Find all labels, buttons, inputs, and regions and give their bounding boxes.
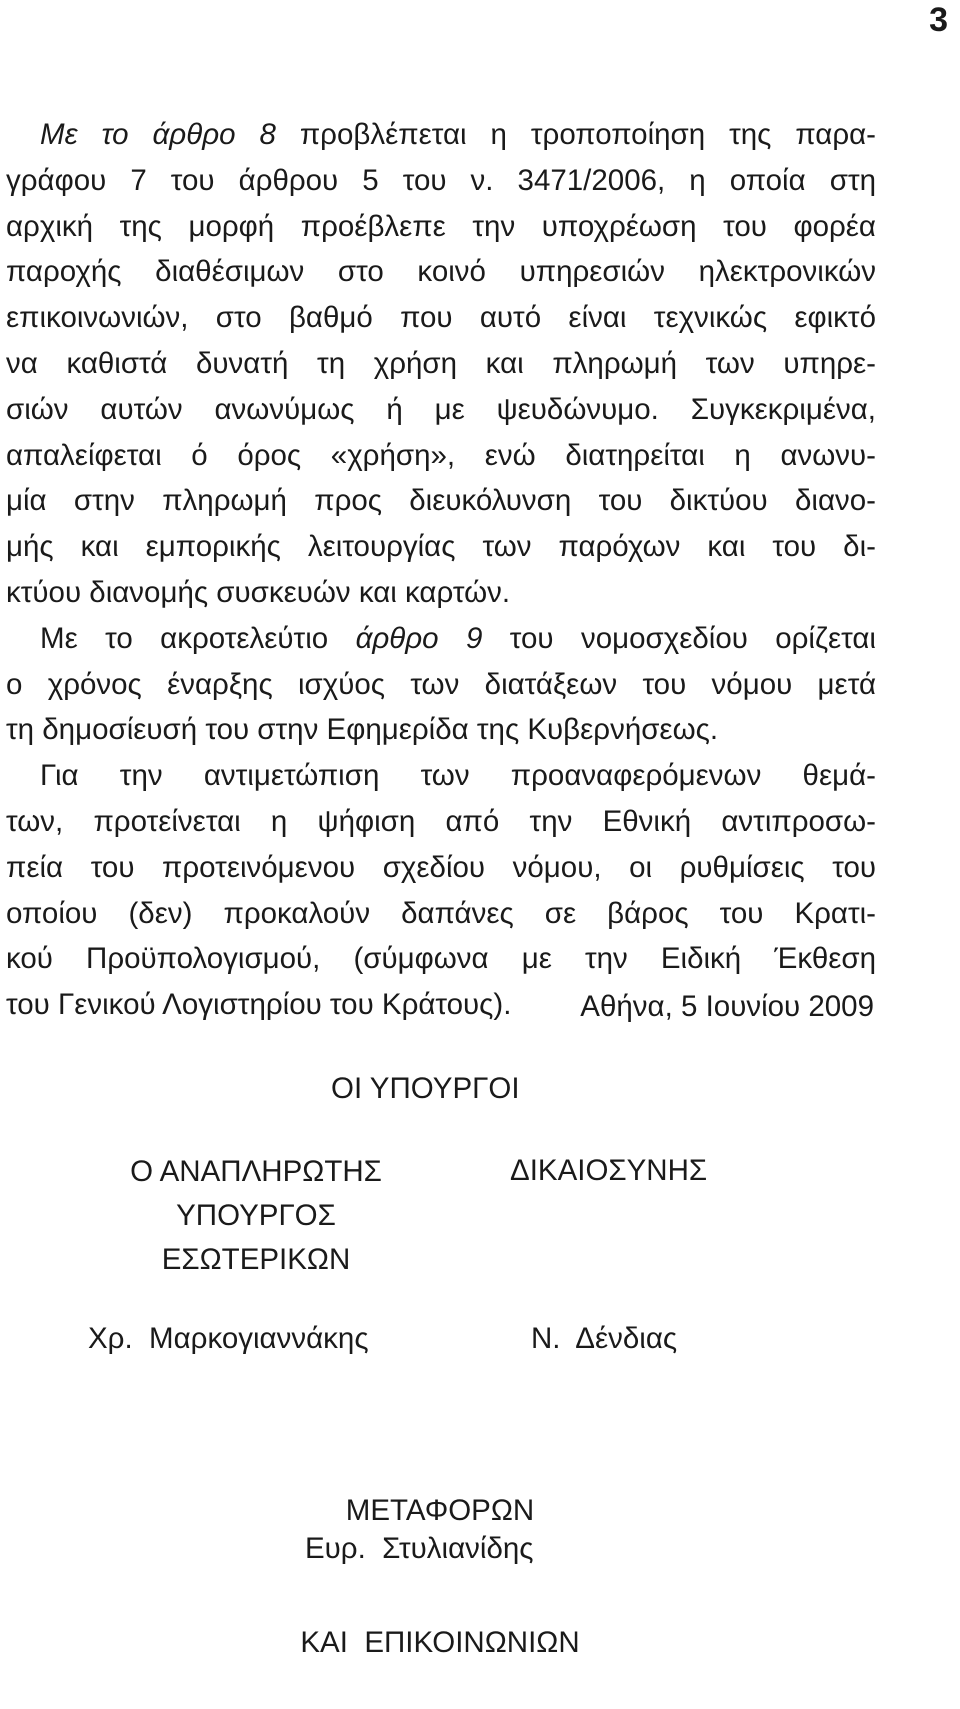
paragraph1-line: σιών αυτών ανωνύμως ή με ψευδώνυμο. Συγκεκριμένα,	[6, 392, 876, 426]
right-minister-name: Ν. Δένδιας	[531, 1322, 678, 1355]
right-minister-title: ΔΙΚΑΙΟΣΥΝΗΣ	[510, 1154, 708, 1187]
bottom-minister-title: ΜΕΤΑΦΟΡΩΝ ΚΑΙ ΕΠΙΚΟΙΝΩΝΙΩΝ	[300, 1494, 580, 1659]
paragraph1-line: Με το άρθρο 8 προβλέπεται η τροποποίηση της παρα-	[40, 118, 876, 151]
paragraph3-line: κού Προϋπολογισμού, (σύμφωνα με την Ειδική Έκθεση	[6, 942, 876, 976]
page-number: 3	[929, 1, 948, 39]
paragraph1-line: παροχής διαθέσιμων στο κοινό υπηρεσιών ηλεκτρονικών	[6, 255, 876, 289]
paragraph3-line: των, προτείνεται η ψήφιση από την Εθνική αντιπροσω-	[6, 804, 876, 838]
article-ref: άρθρο 9	[355, 621, 483, 655]
paragraph1-line: απαλείφεται ό όρος «χρήση», ενώ διατηρείται η ανωνυ-	[6, 438, 876, 472]
paragraph3-line: οποίου (δεν) προκαλούν δαπάνες σε βάρος του Κρατι-	[6, 896, 876, 930]
left-minister-title: Ο ΑΝΑΠΛΗΡΩΤΗΣ ΥΠΟΥΡΓΟΣ ΕΣΩΤΕΡΙΚΩΝ	[130, 1155, 382, 1276]
paragraph3-line: Για την αντιμετώπιση των προαναφερόμενων θεμά-	[40, 759, 876, 793]
paragraph1-line: αρχική της μορφή προέβλεπε την υποχρέωση του φορέα	[6, 209, 876, 243]
left-minister-name: Χρ. Μαρκογιαννάκης	[88, 1322, 369, 1355]
place-date: Αθήνα, 5 Ιουνίου 2009	[580, 990, 874, 1023]
paragraph1-line: γράφου 7 του άρθρου 5 του ν. 3471/2006, η οποία στη	[6, 163, 876, 197]
paragraph2-line: ο χρόνος έναρξης ισχύος των διατάξεων του νόμου μετά	[6, 667, 876, 701]
paragraph3-line: του Γενικού Λογιστηρίου του Κράτους).	[6, 988, 512, 1022]
paragraph3-line: πεία του προτεινόμενου σχεδίου νόμου, οι ρυθμίσεις του	[6, 850, 876, 884]
paragraph1-line: μής και εμπορικής λειτουργίας των παρόχων και του δι-	[6, 530, 876, 564]
paragraph2-line: Με το ακροτελεύτιο άρθρο 9 του νομοσχεδίου ορίζεται	[40, 621, 876, 655]
paragraph2-line: τη δημοσίευσή του στην Εφημερίδα της Κυβερνήσεως.	[6, 713, 719, 747]
paragraph1-line: να καθιστά δυνατή τη χρήση και πληρωμή των υπηρε-	[6, 346, 876, 380]
article-ref: Με το άρθρο 8	[40, 118, 276, 151]
paragraph1-line: επικοινωνιών, στο βαθμό που αυτό είναι τεχνικώς εφικτό	[6, 301, 876, 335]
document-body	[6, 112, 876, 1028]
ministers-heading: ΟΙ ΥΠΟΥΡΓΟΙ	[331, 1072, 520, 1105]
paragraph1-line: κτύου διανομής συσκευών και καρτών.	[6, 575, 511, 609]
bottom-minister-name: Ευρ. Στυλιανίδης	[305, 1532, 534, 1565]
paragraph1-line: μία στην πληρωμή προς διευκόλυνση του δικτύου διανο-	[6, 484, 876, 518]
